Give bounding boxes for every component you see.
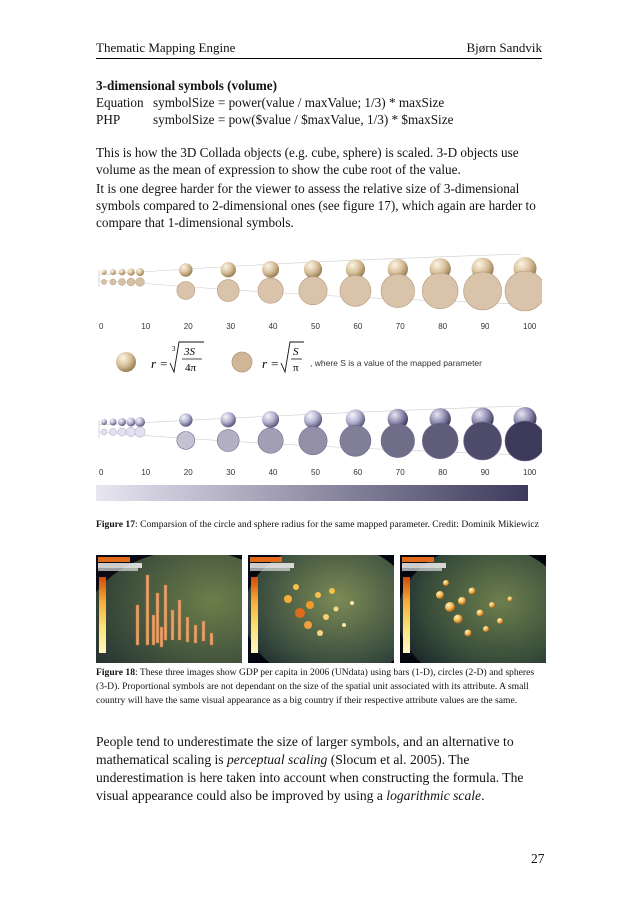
tick-label: 60 — [353, 468, 363, 477]
page-header — [96, 40, 542, 59]
figure-17-caption — [96, 518, 546, 531]
circle-symbol — [109, 428, 116, 435]
legend-scale — [99, 577, 106, 653]
closing-text-1: People tend to underestimate the size of larger symbols, and an alternative to mathematical scaling is — [96, 734, 514, 767]
circle-symbol — [422, 423, 458, 459]
circle-symbol — [299, 277, 327, 305]
tick-label: 100 — [523, 322, 537, 331]
header-title: Thematic Mapping Engine — [96, 40, 236, 55]
php-row — [96, 111, 546, 128]
paragraph-perceptual-scaling — [96, 733, 546, 805]
circle-symbol — [217, 280, 239, 302]
tick-label: 30 — [226, 468, 236, 477]
sphere-symbol — [221, 412, 236, 427]
figure-17 — [96, 242, 542, 510]
circle-symbol — [101, 429, 107, 435]
sphere-symbol — [304, 410, 322, 428]
circle-symbol — [126, 427, 135, 436]
tick-label: 60 — [353, 322, 363, 331]
sphere-symbol — [179, 263, 192, 276]
tick-label: 80 — [438, 322, 448, 331]
sphere-symbol — [101, 419, 107, 425]
sphere-symbol — [127, 268, 134, 275]
globe-bars-map — [96, 555, 242, 663]
formula-circle-num: S — [293, 346, 299, 358]
figure-18-caption-label: Figure 18 — [96, 667, 135, 678]
circle-symbol — [464, 422, 502, 460]
circle-symbol — [136, 278, 145, 287]
figure-18 — [96, 555, 546, 665]
formula-sphere-icon — [116, 352, 136, 372]
paragraph-collada: This is how the 3D Collada objects (e.g. cube, sphere) is scaled. 3-D objects use volume as the mean of expression to show the cube root of the value. — [96, 145, 519, 177]
tick-label: 80 — [438, 468, 448, 477]
tick-label: 40 — [268, 468, 278, 477]
sphere-symbol — [127, 418, 136, 427]
app-detail-bar — [98, 568, 138, 571]
sphere-symbol — [262, 411, 279, 428]
circle-symbol — [135, 427, 145, 437]
sphere-symbol — [135, 417, 145, 427]
symbol-comparison-graphic — [96, 242, 542, 510]
formula-sphere-r: r = — [151, 356, 169, 371]
lower-tick-labels — [99, 468, 537, 477]
tick-label: 90 — [480, 468, 490, 477]
circle-symbol — [118, 428, 126, 436]
equation-text: symbolSize = power(value / maxValue; 1/3) * maxSize — [153, 95, 445, 110]
circle-symbol — [381, 274, 414, 307]
circle-symbol — [258, 428, 283, 453]
tick-label: 90 — [480, 322, 490, 331]
tick-label: 50 — [311, 468, 320, 477]
tick-label: 50 — [311, 322, 320, 331]
tick-label: 100 — [523, 468, 537, 477]
formula-sphere-num: 3S — [184, 346, 195, 358]
tick-label: 30 — [226, 322, 236, 331]
section-intro — [96, 77, 546, 128]
sphere-symbol — [119, 269, 126, 276]
circle-symbol — [422, 273, 458, 309]
formula-sphere-root-index: 3 — [172, 345, 176, 353]
globe-spheres-map — [400, 555, 546, 663]
closing-text-2: (Slocum et al. 2005). The underestimation is here taken into account when constructing the formula. The visual appearance could also be improved by using a — [96, 752, 524, 803]
figure-18-caption — [96, 666, 546, 708]
header-author: Bjørn Sandvik — [466, 40, 542, 55]
circle-symbol — [110, 279, 116, 285]
sphere-symbol — [221, 262, 236, 277]
tick-label: 10 — [141, 468, 151, 477]
figure-18-caption-text: : These three images show GDP per capita in 2006 (UNdata) using bars (1-D), circles (2-D) and spheres (3-D). Proportional symbols are not dependant on the size of the spatial unit associated with its attribute. A small country will have the same visual appearance as a big country if their respective attribute values are the same. — [96, 667, 535, 706]
legend-scale — [251, 577, 258, 653]
upper-tick-labels — [99, 322, 537, 331]
tick-label: 10 — [141, 322, 151, 331]
circle-symbol — [177, 282, 195, 300]
screenshot-spheres — [400, 555, 546, 663]
circle-symbol — [299, 427, 327, 455]
formula-note: , where S is a value of the mapped parameter — [310, 358, 482, 368]
sphere-symbol — [136, 268, 144, 276]
php-text: symbolSize = pow($value / $maxValue, 1/3) * $maxSize — [153, 112, 454, 127]
circle-symbol — [340, 275, 371, 306]
closing-text-3: . — [481, 788, 485, 803]
tan-symbol-rows — [99, 254, 542, 311]
app-detail-bar — [402, 568, 442, 571]
circle-symbol — [505, 421, 542, 461]
page-number: 27 — [531, 851, 545, 866]
circle-symbol — [381, 424, 414, 457]
app-title-bar — [402, 557, 434, 562]
tick-label: 0 — [99, 322, 104, 331]
tick-label: 40 — [268, 322, 278, 331]
circle-symbol — [505, 271, 542, 311]
sphere-symbol — [179, 413, 192, 426]
equation-label: Equation — [96, 95, 144, 110]
circle-symbol — [258, 278, 283, 303]
section-heading: 3-dimensional symbols (volume) — [96, 78, 277, 93]
circle-symbol — [464, 272, 502, 310]
screenshot-circles — [248, 555, 394, 663]
equation-row — [96, 94, 546, 111]
formula-circle-icon — [232, 352, 252, 372]
closing-italic-perceptual: perceptual scaling — [227, 752, 328, 767]
circle-symbol — [119, 279, 126, 286]
globe-circles-map — [248, 555, 394, 663]
app-title-bar — [98, 557, 130, 562]
sphere-symbol — [304, 260, 322, 278]
tick-label: 0 — [99, 468, 104, 477]
circle-symbol — [101, 279, 106, 284]
app-title-bar — [250, 557, 282, 562]
screenshot-bars — [96, 555, 242, 663]
circle-symbol — [177, 432, 195, 450]
paragraph-dimensions: It is one degree harder for the viewer to assess the relative size of 3-dimensional symbols compared to 2-dimensional ones (see figure 17), which again are harder to compare that 1-dimensional symbols. — [96, 181, 536, 230]
sphere-symbol — [110, 419, 117, 426]
formula-circle-r: r = — [262, 356, 280, 371]
circle-symbol — [217, 430, 239, 452]
sphere-symbol — [110, 269, 116, 275]
circle-symbol — [127, 278, 135, 286]
tick-label: 70 — [395, 468, 405, 477]
tick-label: 20 — [183, 468, 193, 477]
sphere-symbol — [101, 269, 106, 274]
sphere-symbol — [262, 261, 279, 278]
legend-scale — [403, 577, 410, 653]
figure-17-caption-label: Figure 17 — [96, 519, 135, 530]
closing-italic-logarithmic: logarithmic scale — [386, 788, 482, 803]
formula-sphere-den: 4π — [185, 362, 197, 374]
purple-symbol-rows — [99, 406, 542, 461]
formula-circle-den: π — [293, 362, 299, 374]
tick-label: 20 — [183, 322, 193, 331]
circle-symbol — [340, 425, 371, 456]
php-label: PHP — [96, 112, 121, 127]
figure-17-caption-text: : Comparsion of the circle and sphere radius for the same mapped parameter. Credit: Dominik Mikiewicz — [135, 519, 539, 530]
sphere-symbol — [118, 418, 126, 426]
color-ramp — [96, 485, 528, 501]
app-detail-bar — [250, 568, 290, 571]
tick-label: 70 — [395, 322, 405, 331]
